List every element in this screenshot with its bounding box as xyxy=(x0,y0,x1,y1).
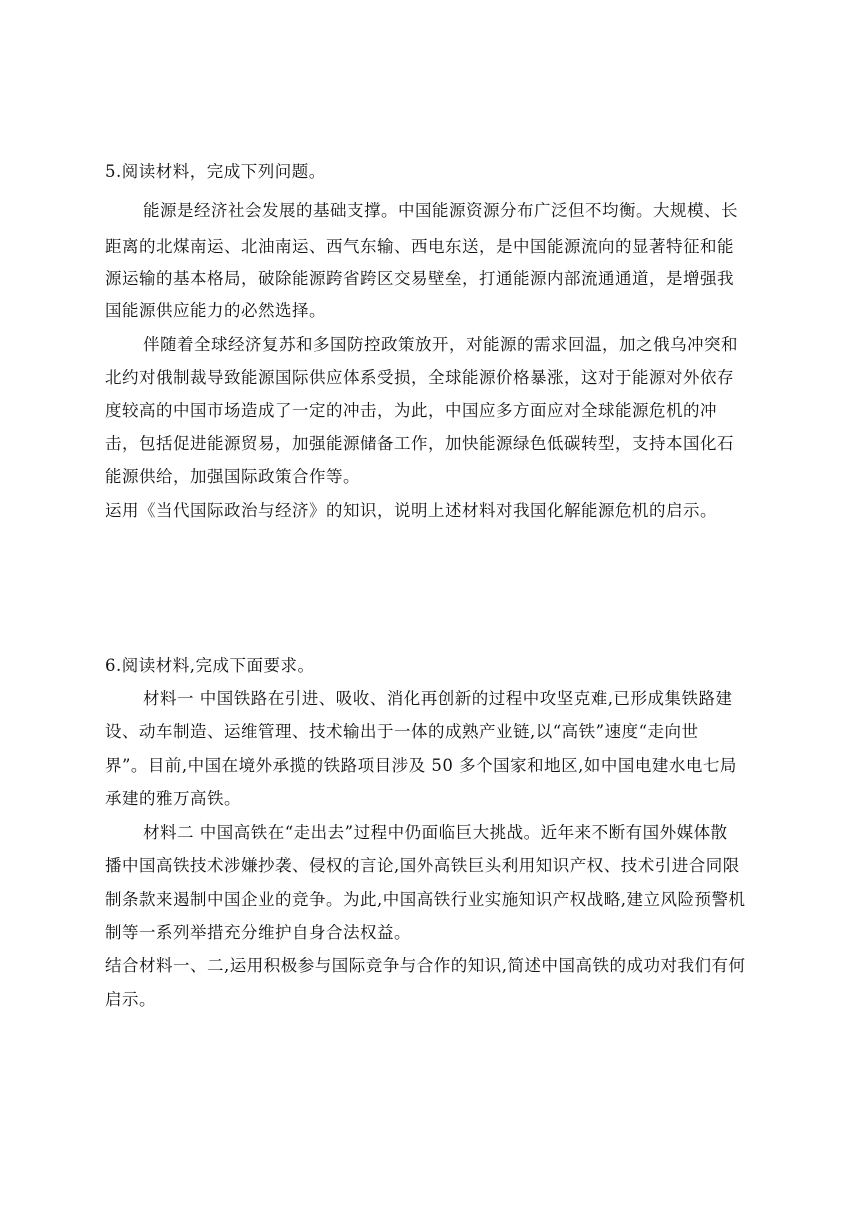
q5-paragraph1-line4: 国能源供应能力的必然选择。 xyxy=(105,301,326,320)
q5-paragraph2-line1: 伴随着全球经济复苏和多国防控政策放开，对能源的需求回温，加之俄乌冲突和 xyxy=(143,335,738,354)
q5-paragraph1-line1: 能源是经济社会发展的基础支撑。中国能源资源分布广泛但不均衡。大规模、长 xyxy=(143,201,738,220)
q5-paragraph2-line4: 击，包括促进能源贸易，加强能源储备工作，加快能源绿色低碳转型，支持本国化石 xyxy=(105,434,734,453)
q6-material1-line3: 界”。目前,中国在境外承揽的铁路项目涉及 50 多个国家和地区,如中国电建水电七局 xyxy=(105,756,737,775)
q5-paragraph1-line3: 源运输的基本格局，破除能源跨省跨区交易壁垒，打通能源内部流通通道，是增强我 xyxy=(105,269,734,288)
q5-prompt: 运用《当代国际政治与经济》的知识，说明上述材料对我国化解能源危机的启示。 xyxy=(105,501,717,520)
q5-paragraph2-line3: 度较高的中国市场造成了一定的冲击，为此，中国应多方面应对全球能源危机的冲 xyxy=(105,401,717,420)
q6-material1-line4: 承建的雅万高铁。 xyxy=(105,789,241,808)
q5-paragraph2-line5: 能源供给，加强国际政策合作等。 xyxy=(105,467,360,486)
q6-prompt-line1: 结合材料一、二,运用积极参与国际竞争与合作的知识,简述中国高铁的成功对我们有何 xyxy=(105,956,746,975)
q6-material2-line3: 制条款来遏制中国企业的竞争。为此,中国高铁行业实施知识产权战略,建立风险预警机 xyxy=(105,890,746,909)
q6-prompt-line2: 启示。 xyxy=(105,990,156,1009)
q5-paragraph2-line2: 北约对俄制裁导致能源国际供应体系受损，全球能源价格暴涨，这对于能源对外依存 xyxy=(105,368,734,387)
q5-paragraph1-line2: 距离的北煤南运、北油南运、西气东输、西电东送，是中国能源流向的显著特征和能 xyxy=(105,237,734,256)
question-6-title: 6.阅读材料,完成下面要求。 xyxy=(105,656,315,675)
q6-material2-line4: 制等一系列举措充分维护自身合法权益。 xyxy=(105,923,411,942)
q6-material2-line1: 材料二 中国高铁在“走出去”过程中仍面临巨大挑战。近年来不断有国外媒体散 xyxy=(143,823,728,842)
q6-material2-line2: 播中国高铁技术涉嫌抄袭、侵权的言论,国外高铁巨头利用知识产权、技术引进合同限 xyxy=(105,856,740,875)
q6-material1-line2: 设、动车制造、运维管理、技术输出于一体的成熟产业链,以“高铁”速度“走向世 xyxy=(105,722,699,741)
question-5-title: 5.阅读材料，完成下列问题。 xyxy=(105,162,326,181)
q6-material1-line1: 材料一 中国铁路在引进、吸收、消化再创新的过程中攻坚克难,已形成集铁路建 xyxy=(143,689,733,708)
